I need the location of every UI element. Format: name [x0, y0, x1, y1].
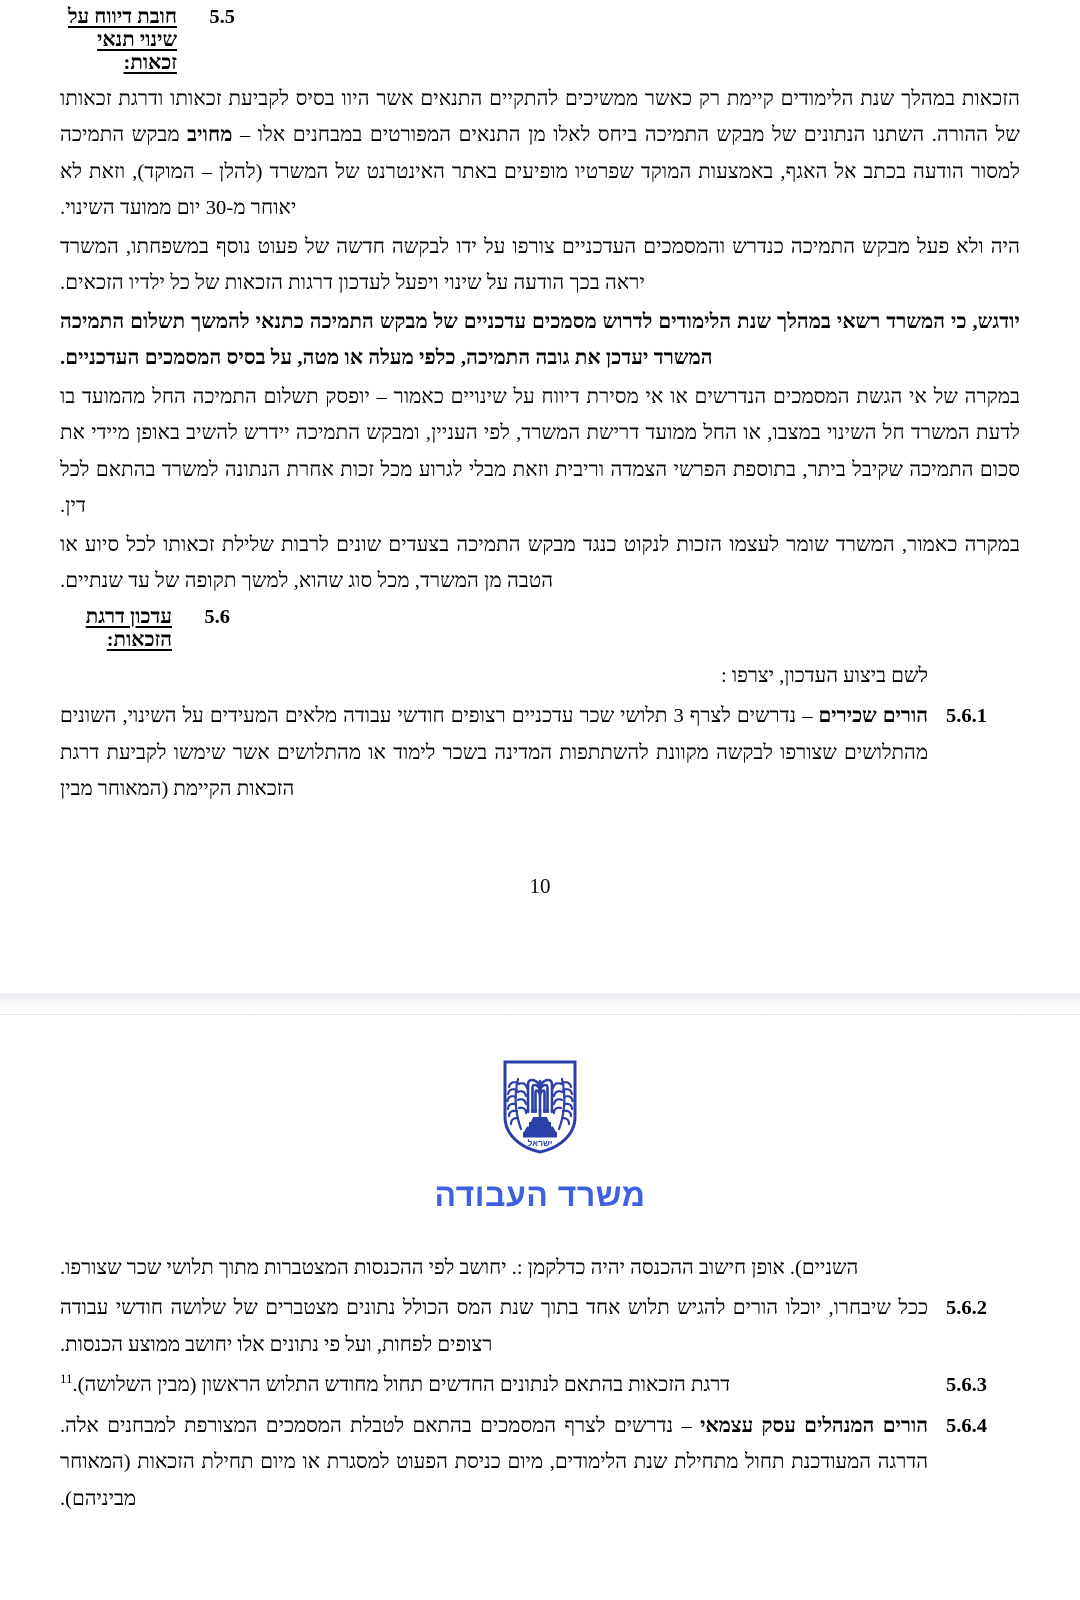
clause-body-5-6-3 [60, 1367, 928, 1403]
paragraph-5-5-1 [60, 81, 1020, 227]
ministry-name: משרד העבודה [434, 1177, 646, 1213]
paragraph-5-5-4: במקרה של אי הגשת המסמכים הנדרשים או אי מסירת דיווח על שינויים כאמור – יופסק תשלום התמיכה החל מהמועד בו לדעת המשרד חל השינוי במצבו, או החל ממועד דרישת המשרד, לפי העניין, ומבקש התמיכה יידרש להשיב באופן מיידי את סכום התמיכה שקיבל ביתר, בתוספת הפרשי הצמדה וריבית וזאת מבלי לגרוע מכל זכות אחרת הנתונה למשרד בהתאם לכל דין. [60, 385, 1020, 518]
paragraph-5-5-1-text-a: הזכאות במהלך שנת הלימודים קיימת רק כאשר ממשיכים להתקיים התנאים אשר היוו בסיס לקביעת זכאותו ודרגת זכאותו של ההורה. השתנו הנתונים של מבקש התמיכה ביחס לאלו מן התנאים המפורטים במבחנים אלו – [60, 88, 1020, 147]
paragraph-5-5-3-emphasized: יודגש, כי המשרד רשאי במהלך שנת הלימודים לדרוש מסמכים עדכניים של מבקש התמיכה כתנאי להמשך תשלום התמיכה המשרד יעדכן את גובה התמיכה, כלפי מעלה או מטה, על בסיס המסמכים העדכניים. [60, 310, 1020, 370]
letterhead [60, 1015, 1020, 1248]
clause-5-6-3 [60, 1367, 1020, 1403]
clause-5-6-1-text: – נדרשים לצרף 3 תלושי שכר עדכניים רצופים חודשי עבודה מלאים המעידים על השינוי, השונים מהתלושים שצורפו לבקשה מקוונת להשתתפות המדינה בשכר לימוד או מהתלושים אשר שימשו לקביעת דרגת הזכאות הקיימת (המאוחר מבין [60, 705, 928, 801]
clause-number-5-6-3: 5.6.3 [946, 1374, 987, 1397]
page-number: 10 [529, 873, 551, 898]
clause-5-6-4 [60, 1408, 1020, 1517]
section-title-5-5: חובת דיווח על שינוי תנאי זכאות: [67, 6, 177, 74]
clause-body-5-6-1 [60, 698, 928, 807]
clause-5-6-2 [60, 1290, 1020, 1363]
section-title-5-6: עדכון דרגת הזכאות: [85, 605, 172, 651]
paragraph-5-5-5: במקרה כאמור, המשרד שומר לעצמו הזכות לנקוט כנגד מבקש התמיכה בצעדים שונים לרבות שלילת זכאותו לכל סיוע או הטבה מן המשרד, מכל סוג שהוא, למשך תקופה של עד שנתיים. [60, 533, 1020, 593]
clause-body-5-6-2 [60, 1290, 928, 1363]
clause-5-6-1 [60, 698, 1020, 807]
clause-5-6-2-text: ככל שיבחרו, יוכלו הורים להגיש תלוש אחד בתוך שנת המס הכולל נתונים מצטברים של שלושה חודשי עבודה רצופים לפחות, ועל פי נתונים אלו יחושב ממוצע הכנסות. [60, 1297, 928, 1356]
section-number-5-6: 5.6 [204, 605, 230, 628]
section-number-5-5: 5.5 [209, 6, 235, 28]
paragraph-5-5-2: היה ולא פעל מבקש התמיכה כנדרש והמסמכים העדכניים צורפו על ידו לבקשה חדשה של פעוט נוסף במשפחתו, המשרד יראה בכך הודעה על שינוי ויפעל לעדכון דרגות הזכאות של כל ילדיו הזכאים. [60, 235, 1020, 295]
letterhead-spacer [60, 1214, 1020, 1248]
paragraph-5-5-1-emphasis: מחויב [187, 124, 233, 147]
paragraph-continued-from-previous-page: השניים). אופן חישוב ההכנסה יהיה כדלקמן :. יחושב לפי ההכנסות המצטברות מתוך תלושי שכר שצורפו. [60, 1257, 859, 1279]
clause-body-5-6-4 [60, 1408, 928, 1517]
clause-number-5-6-4: 5.6.4 [946, 1414, 987, 1437]
clause-number-5-6-1: 5.6.1 [946, 705, 987, 728]
clause-5-6-4-text: – נדרשים לצרף המסמכים בהתאם לטבלת המסמכים המצורפת למבחנים אלה. הדרגה המעודכנת תחול מתחילת שנת הלימודים, מיום כניסת הפעוט למסגרת או מיום תחילת הזכאות (המאוחר מביניהם). [60, 1414, 928, 1510]
clause-number-5-6-2: 5.6.2 [946, 1297, 987, 1320]
emblem-caption: ישראל [527, 1138, 553, 1148]
clause-5-6-4-lead: הורים המנהלים עסק עצמאי [700, 1414, 928, 1437]
footnote-reference-11: 11 [60, 1371, 73, 1387]
document-page-1 [0, 6, 1080, 988]
page-break-divider [0, 988, 1080, 1015]
israel-state-emblem-icon [501, 1059, 579, 1155]
section-5-6-lead-in: לשם ביצוע העדכון, יצרפו : [721, 664, 928, 687]
clause-5-6-3-text: דרגת הזכאות בהתאם לנתונים החדשים תחול מחודש התלוש הראשון (מבין השלושה). [72, 1374, 731, 1397]
paragraph-5-5-1-text-b: מבקש התמיכה למסור הודעה בכתב אל האגף, באמצעות המוקד שפרטיו מופיעים באתר האינטרנט של המשרד (להלן – המוקד), וזאת לא יאוחר מ-30 יום ממועד השינוי. [60, 124, 1020, 220]
section-heading-5-6 [60, 606, 1020, 652]
clause-5-6-1-lead: הורים שכירים [818, 705, 928, 728]
section-heading-5-5 [60, 6, 1020, 75]
document-page-2 [0, 1015, 1080, 1600]
